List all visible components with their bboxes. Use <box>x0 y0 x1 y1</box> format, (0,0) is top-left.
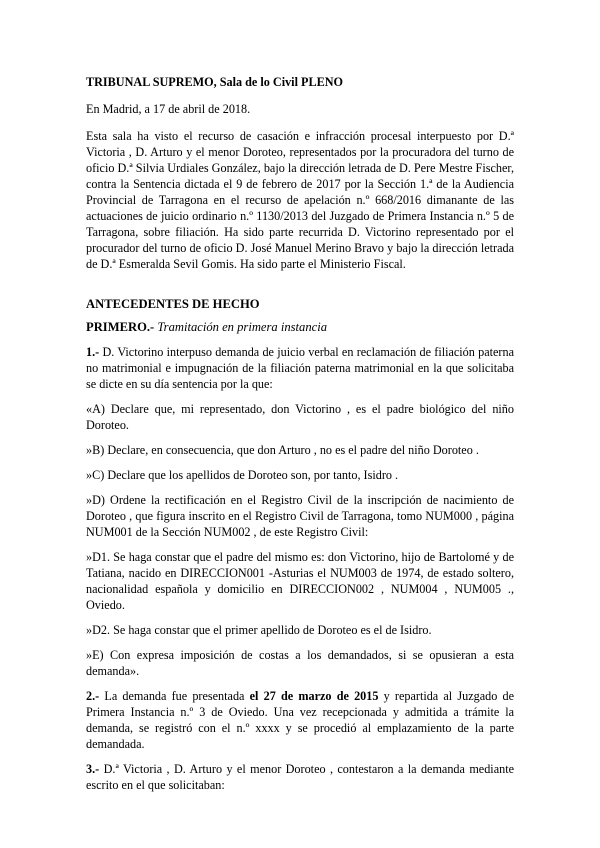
subheading-label: PRIMERO.- <box>86 320 155 334</box>
subheading-primero <box>86 319 514 335</box>
paragraph-3-number: 3.- <box>86 762 100 776</box>
paragraph-c: »C) Declare que los apellidos de Doroteo son, por tanto, Isidro . <box>86 468 399 482</box>
subheading-text: Tramitación en primera instancia <box>154 320 328 334</box>
section-title: ANTECEDENTES DE HECHO <box>86 297 260 311</box>
paragraph-2-post: y repartida al Juzgado de Primera Instancia n.º 3 de Oviedo. Una vez recepcionada y admitida a trámite la demanda, se registró con el n.º xxxx y se procedió al emplazamiento de la parte demandada. <box>86 689 514 751</box>
paragraph-1 <box>86 344 514 392</box>
paragraph-e: »E) Con expresa imposición de costas a los demandados, si se opusieran a esta demanda». <box>86 648 514 678</box>
paragraph-d2: »D2. Se haga constar que el primer apellido de Doroteo es el de Isidro. <box>86 623 432 637</box>
paragraph-d: »D) Ordene la rectificación en el Registro Civil de la inscripción de nacimiento de Doroteo , que figura inscrito en el Registro Civil de Tarragona, tomo NUM000 , página NUM001 de la Sección NUM002 , de este Registro Civil: <box>86 493 514 539</box>
paragraph-2-number: 2.- <box>86 689 100 703</box>
date-line: En Madrid, a 17 de abril de 2018. <box>86 102 251 116</box>
intro-paragraph: Esta sala ha visto el recurso de casación e infracción procesal interpuesto por D.ª Victoria , D. Arturo y el menor Doroteo, representados por la procuradora del turno de oficio D.ª Silvia Urdiales González, bajo la dirección letrada de D. Pere Mestre Fischer, contra la Sentencia dictada el 9 de febrero de 2017 por la Sección 1.ª de la Audiencia Provincial de Tarragona en el recurso de apelación n.º 668/2016 dimanante de las actuaciones de juicio ordinario n.º 1130/2013 del Juzgado de Primera Instancia n.º 5 de Tarragona, sobre filiación. Ha sido parte recurrida D. Victorino representado por el procurador del turno de oficio D. José Manuel Merino Bravo y bajo la dirección letrada de D.ª Esmeralda Sevil Gomis. Ha sido parte el Ministerio Fiscal. <box>86 129 514 271</box>
paragraph-2-date: el 27 de marzo de 2015 <box>249 689 379 703</box>
paragraph-2-pre: La demanda fue presentada <box>99 689 250 703</box>
paragraph-1-text: D. Victorino interpuso demanda de juicio verbal en reclamación de filiación paterna no matrimonial e impugnación de la filiación paterna matrimonial en la que solicitaba se dicte en su día sentencia por la que: <box>86 345 514 391</box>
court-heading: TRIBUNAL SUPREMO, Sala de lo Civil PLENO <box>86 75 343 89</box>
paragraph-b: »B) Declare, en consecuencia, que don Arturo , no es el padre del niño Doroteo . <box>86 443 479 457</box>
paragraph-2 <box>86 688 514 752</box>
paragraph-3 <box>86 761 514 793</box>
paragraph-1-number: 1.- <box>86 345 100 359</box>
paragraph-a: «A) Declare que, mi representado, don Victorino , es el padre biológico del niño Doroteo. <box>86 402 514 432</box>
paragraph-3-text: D.ª Victoria , D. Arturo y el menor Doroteo , contestaron a la demanda mediante escrito en el que solicitaban: <box>86 762 514 792</box>
paragraph-d1: »D1. Se haga constar que el padre del mismo es: don Victorino, hijo de Bartolomé y de Tatiana, nacido en DIRECCION001 -Asturias el NUM003 de 1974, de estado soltero, nacionalidad española y domicilio en DIRECCION002 , NUM004 , NUM005 ., Oviedo. <box>86 550 514 612</box>
